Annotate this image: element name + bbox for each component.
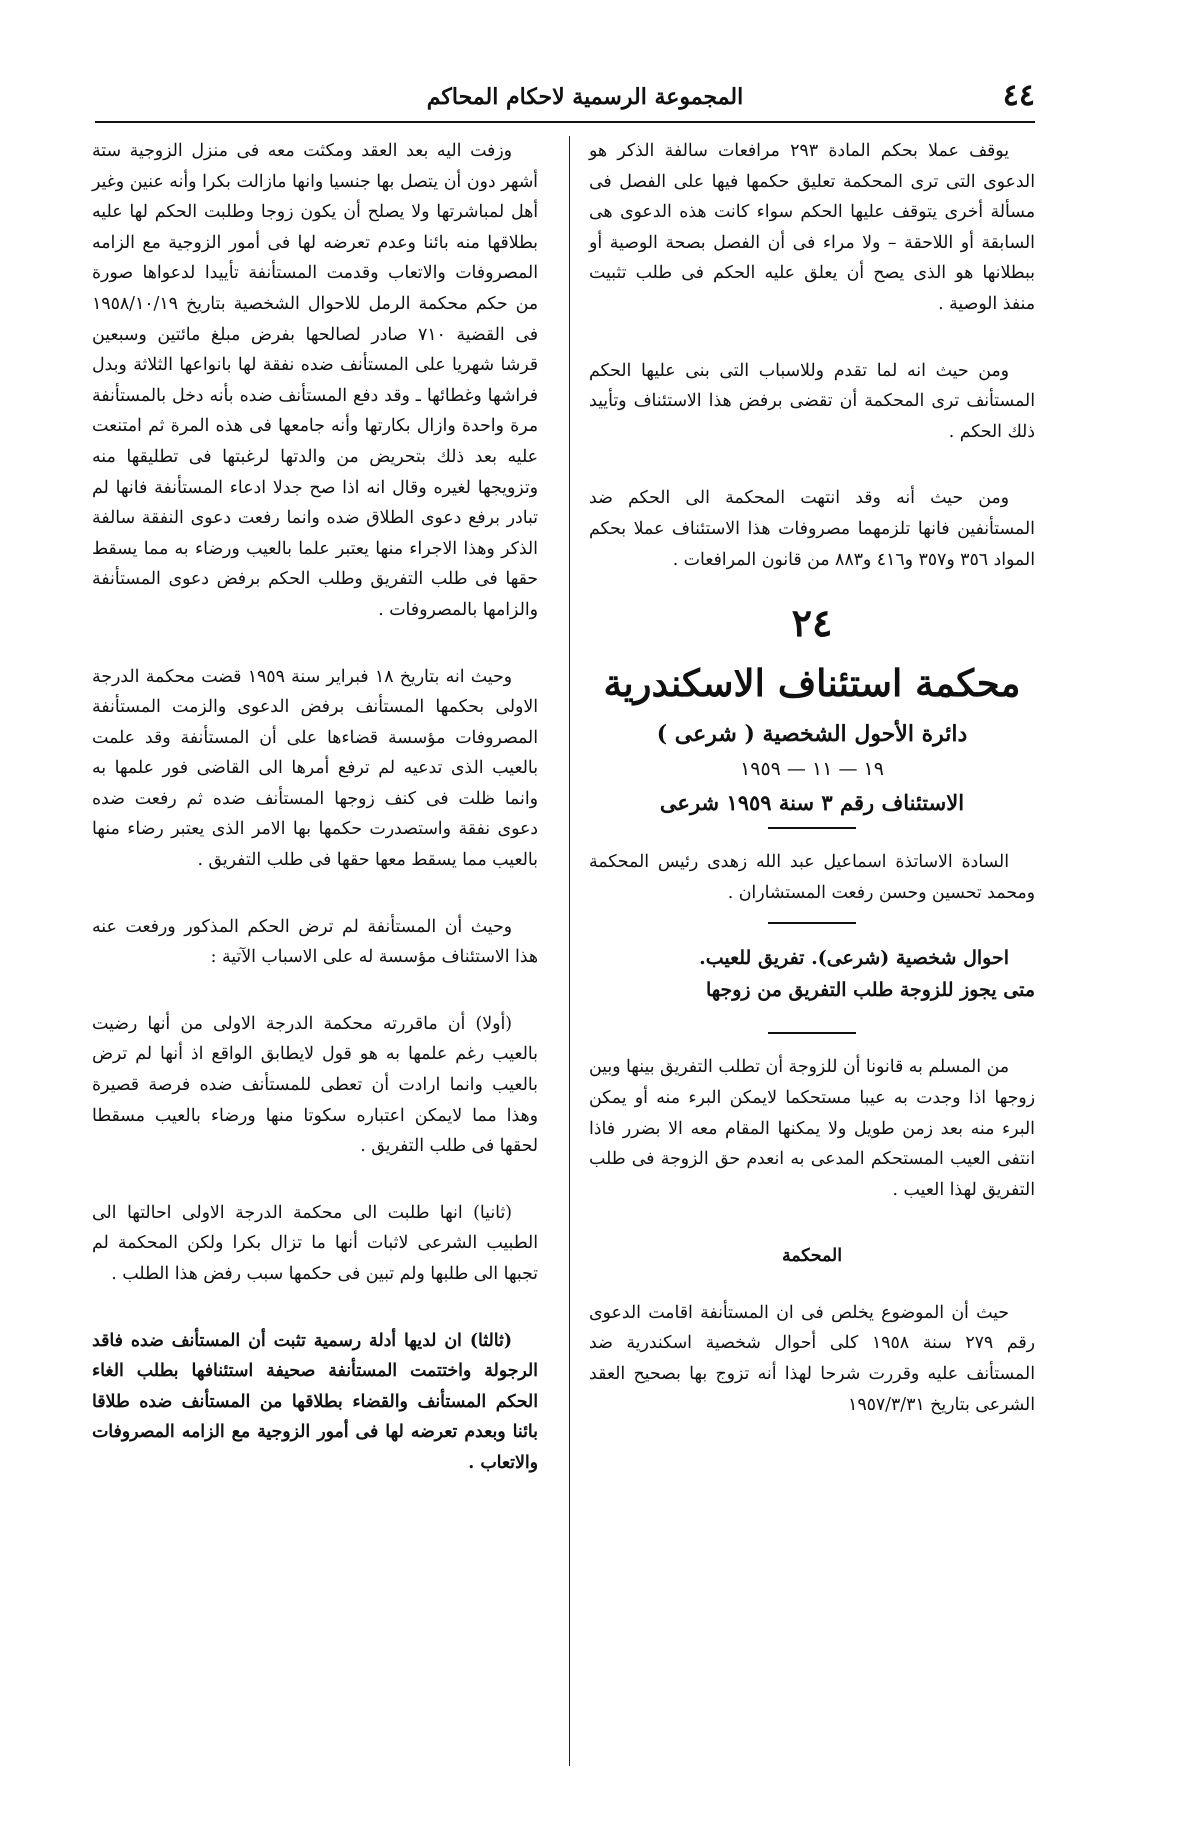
page-header (95, 78, 1035, 118)
circuit-name: دائرة الأحول الشخصية ( شرعى ) (656, 721, 968, 748)
page-number: ٤٤ (1002, 78, 1035, 113)
column-divider (569, 136, 570, 1766)
paragraph: ومن حيث انه لما تقدم وللاسباب التى بنى عليها الحكم المستأنف ترى المحكمة أن تقضى برفض هذا الاستئناف وتأييد ذلك الحكم . (589, 360, 1035, 442)
paragraph: (أولا) أن ماقررته محكمة الدرجة الاولى من أنها رضيت بالعيب رغم علمها به هو قول لايطابق الواقع اذ أنها لم ترض بالعيب وانما ارادت أن تعطى للمستأنف ضده فرصة قصيرة وهذا مما لايمكن اعتباره سكوتا منها ورضاء بالعيب مسقطا لحقها فى طلب التفريق . (92, 1013, 538, 1157)
court-name: محكمة استئناف الاسكندرية (603, 661, 1021, 706)
appeal-number: الاستئناف رقم ٣ سنة ١٩٥٩ شرعى (659, 790, 965, 816)
divider (768, 922, 856, 924)
paragraph: وحيث أن المستأنفة لم ترض الحكم المذكور ورفعت عنه هذا الاستئناف مؤسسة له على الاسباب الآتية : (92, 916, 538, 968)
section-title: المحكمة (781, 1246, 842, 1267)
case-number: ٢٤ (791, 600, 833, 646)
paragraph: (ثانيا) انها طلبت الى محكمة الدرجة الاولى احالتها الى الطبيب الشرعى لاثبات أنها ما تزال بكرا ولكن المحكمة لم تجبها الى طلبها ولم تبين فى حكمها سبب رفض هذا الطلب . (92, 1202, 538, 1284)
headnote-title: احوال شخصية (شرعى). تفريق للعيب. (699, 947, 1009, 970)
divider (768, 1032, 856, 1034)
paragraph: ومن حيث أنه وقد انتهت المحكمة الى الحكم ضد المستأنفين فانها تلزمهما مصروفات هذا الاستئناف عملا بحكم المواد ٣٥٦ و٣٥٧ و٤١٦ و٨٨٣ من قانون المرافعات . (589, 488, 1035, 570)
judgment-date: ١٩ — ١١ — ١٩٥٩ (740, 758, 884, 781)
paragraph: (ثالثا) ان لديها أدلة رسمية تثبت أن المستأنف ضده فاقد الرجولة واختتمت المستأنفة صحيفة استئنافها بطلب الغاء الحكم المستأنف والقضاء بطلاقها من المستأنف ضده طلاقا بائنا وبعدم تعرضه لها فى أمور الزوجية مع الزامه المصروفات والاتعاب . (92, 1330, 538, 1473)
running-title: المجموعة الرسمية لاحكام المحاكم (426, 84, 744, 110)
paragraph: حيث أن الموضوع يخلص فى ان المستأنفة اقامت الدعوى رقم ٢٧٩ سنة ١٩٥٨ كلى أحوال شخصية اسكندرية ضد المستأنف عليه وقررت شرحا لهذا أنه تزوج بها بصحيح العقد الشرعى بتاريخ ١٩٥٧/٣/٣١ (589, 1302, 1036, 1415)
legal-principle: من المسلم به قانونا أن للزوجة أن تطلب التفريق بينها وبين زوجها اذا وجدت به عيبا مستحكما لايمكن البرء منه أو يمكن البرء منه بعد زمن طويل ولا يمكنها المقام معه الا بضرر فاذا انتفى العيب المستحكم المدعى به انعدم حق الزوجة فى طلب التفريق لهذا العيب . (589, 1057, 1035, 1200)
judges-list: السادة الاساتذة اسماعيل عبد الله زهدى رئيس المحكمة ومحمد تحسين وحسن رفعت المستشاران . (589, 852, 1035, 903)
paragraph: وحيث انه بتاريخ ١٨ فبراير سنة ١٩٥٩ قضت محكمة الدرجة الاولى بحكمها المستأنف برفض الدعوى والزمت المستأنفة المصروفات مؤسسة قضاءها على أن المستأنفة وقد علمت بالعيب الذى تدعيه لم ترفع أمرها الى القاضى فور علمها به وانما ظلت فى كنف زوجها المستأنف ضده ثم رفعت ضده دعوى نفقة واستصدرت حكمها بها الامر الذى يعتبر رضاء منها بالعيب مما يسقط معها حقها فى طلب التفريق . (92, 666, 538, 871)
left-column (92, 136, 538, 1479)
right-column (589, 136, 1035, 1420)
divider (768, 827, 856, 829)
headnote-question: متى يجوز للزوجة طلب التفريق من زوجها (705, 979, 1035, 1002)
paragraph: وزفت اليه بعد العقد ومكثت معه فى منزل الزوجية ستة أشهر دون أن يتصل بها جنسيا وانها مازالت بكرا وأنه عنين وغير أهل لمباشرتها ولا يصلح أن يكون زوجا وطلبت الحكم لها عليه بطلاقها منه بائنا وعدم تعرضه لها فى أمور الزوجية مع الزامه المصروفات والاتعاب وقدمت المستأنفة تأييدا لدعواها صورة من حكم محكمة الرمل للاحوال الشخصية بتاريخ ١٩٥٨/١٠/١٩ فى القضية ٧١٠ صادر لصالحها بفرض مبلغ مائتين وسبعين قرشا شهريا على المستأنف ضده نفقة لها بانواعها الثلاثة وبدل فراشها وغطائها ـ وقد دفع المستأنف ضده بأنه دخل بالمستأنفة مرة واحدة وازال بكارتها وأنه جامعها فى هذه المرة ثم امتنعت عليه بعد ذلك بتحريض من والدتها لرغبتها فى تطليقها منه وتزويجها لغيره وقال انه اذا صح جدلا ادعاء المستأنفة فانها لم تبادر برفع دعوى الطلاق ضده وانما رفعت دعوى النفقة سالفة الذكر وهذا الاجراء منها يعتبر علما بالعيب ورضاء به مما يسقط حقها فى طلب التفريق وطلب الحكم برفض دعوى المستأنفة والزامها بالمصروفات . (92, 141, 538, 620)
paragraph: يوقف عملا بحكم المادة ٢٩٣ مرافعات سالفة الذكر هو الدعوى التى ترى المحكمة تعليق حكمها فيها على الفصل فى مسألة أخرى يتوقف عليها الحكم سواء كانت هذه الدعوى هى السابقة أو اللاحقة – ولا مراء فى أن الفصل بصحة الوصية أو ببطلانها هو الذى يصح أن يعلق عليه الحكم فى طلب تثبيت منفذ الوصية . (589, 141, 1035, 314)
header-rule (95, 121, 1035, 123)
